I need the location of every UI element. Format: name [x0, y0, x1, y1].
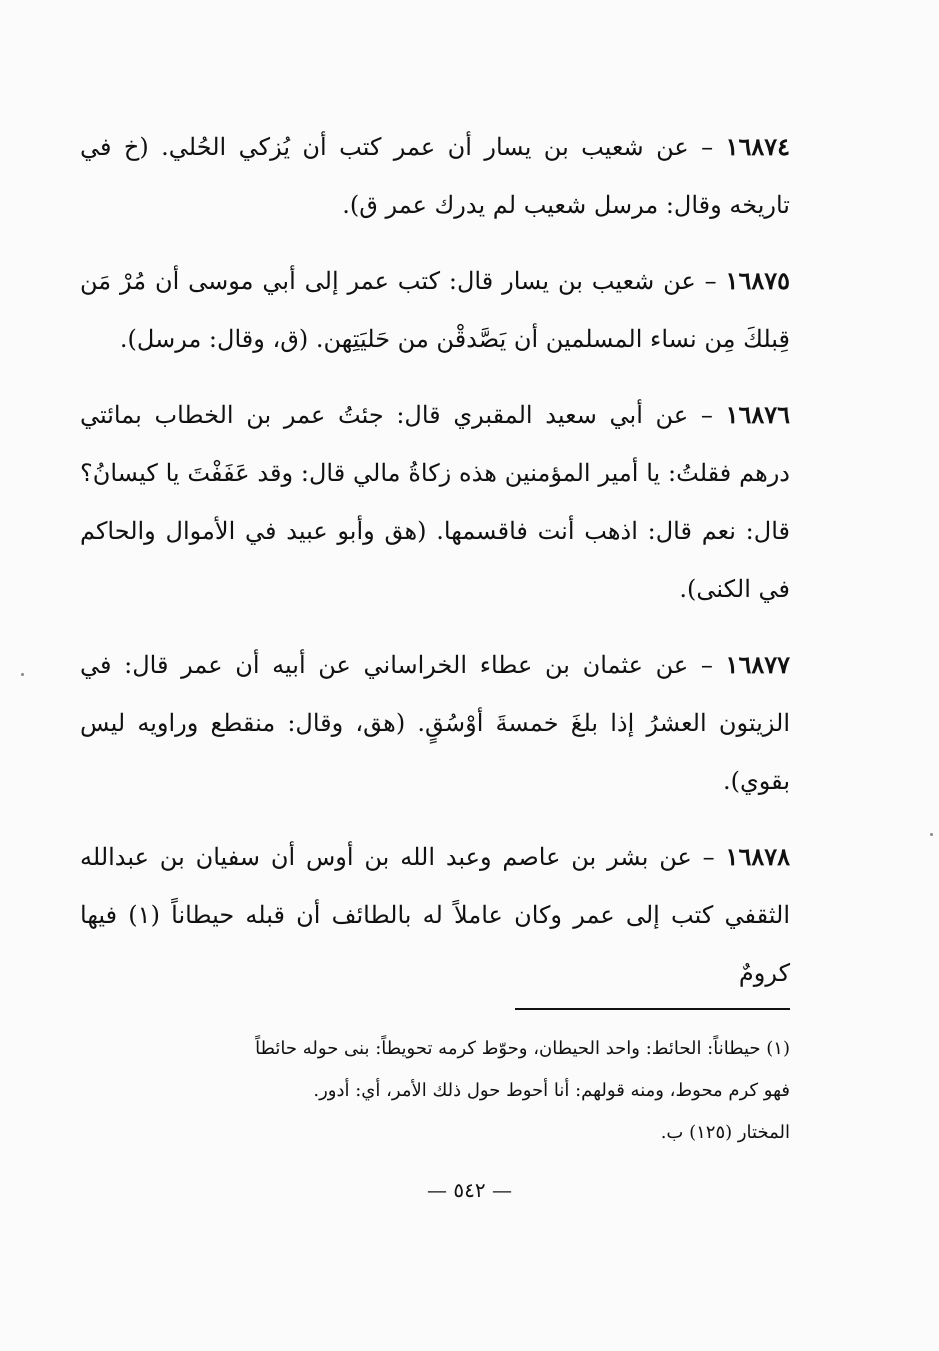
entry-dash: –: [688, 133, 714, 161]
entry-text: عن بشر بن عاصم وعبد الله بن أوس أن سفيان بن عبدالله الثقفي كتب إلى عمر وكان عاملاً له بالطائف أن قبله حيطاناً (١) فيها كرومٌ: [80, 843, 790, 987]
entry-dash: –: [691, 843, 715, 871]
entries-block: [80, 118, 790, 1002]
entry-16876: [80, 386, 790, 618]
scan-speck: [930, 833, 933, 836]
entry-16874: [80, 118, 790, 234]
entry-text: عن أبي سعيد المقبري قال: جئتُ عمر بن الخطاب بمائتي درهم فقلتُ: يا أمير المؤمنين هذه زكاةُ مالي قال: وقد عَفَفْتَ يا كيسانُ؟ قال: نعم قال: اذهب أنت فاقسمها. (هق وأبو عبيد في الأموال والحاكم في الكنى).: [80, 401, 790, 603]
entry-16878: [80, 828, 790, 1002]
scan-speck: [21, 673, 24, 676]
footnote-divider: [515, 1008, 790, 1010]
entry-16875: [80, 252, 790, 368]
entry-text: عن عثمان بن عطاء الخراساني عن أبيه أن عمر قال: في الزيتون العشرُ إذا بلغَ خمسةَ أوْسُقٍ. (هق، وقال: منقطع وراويه ليس بقوي).: [80, 651, 790, 795]
footnote-line: فهو كرم محوط، ومنه قولهم: أنا أحوط حول ذلك الأمر، أي: أدور.: [313, 1080, 790, 1101]
entry-dash: –: [695, 267, 717, 295]
entry-number: ١٦٨٧٧: [725, 650, 790, 679]
footnotes-block: [80, 1028, 790, 1154]
entry-16877: [80, 636, 790, 810]
entry-dash: –: [688, 651, 713, 679]
entry-text: عن شعيب بن يسار أن عمر كتب أن يُزكي الحُلي. (خ في تاريخه وقال: مرسل شعيب لم يدرك عمر ق).: [80, 133, 790, 219]
entry-dash: –: [688, 401, 713, 429]
entry-text: عن شعيب بن يسار قال: كتب عمر إلى أبي موسى أن مُرْ مَن قِبلكَ مِن نساء المسلمين أن يَصَّدقْن من حَليَتِهن. (ق، وقال: مرسل).: [80, 267, 790, 353]
entry-number: ١٦٨٧٨: [725, 842, 790, 871]
footnote-line: (١) حيطاناً: الحائط: واحد الحيطان، وحوّط كرمه تحويطاً: بنى حوله حائطاً: [255, 1038, 790, 1059]
page-number: — ٥٤٢ —: [427, 1178, 512, 1202]
entry-number: ١٦٨٧٥: [725, 266, 790, 295]
entry-number: ١٦٨٧٦: [725, 400, 791, 429]
entry-number: ١٦٨٧٤: [725, 132, 791, 161]
footnote-line: المختار (١٢٥) ب.: [660, 1122, 790, 1143]
